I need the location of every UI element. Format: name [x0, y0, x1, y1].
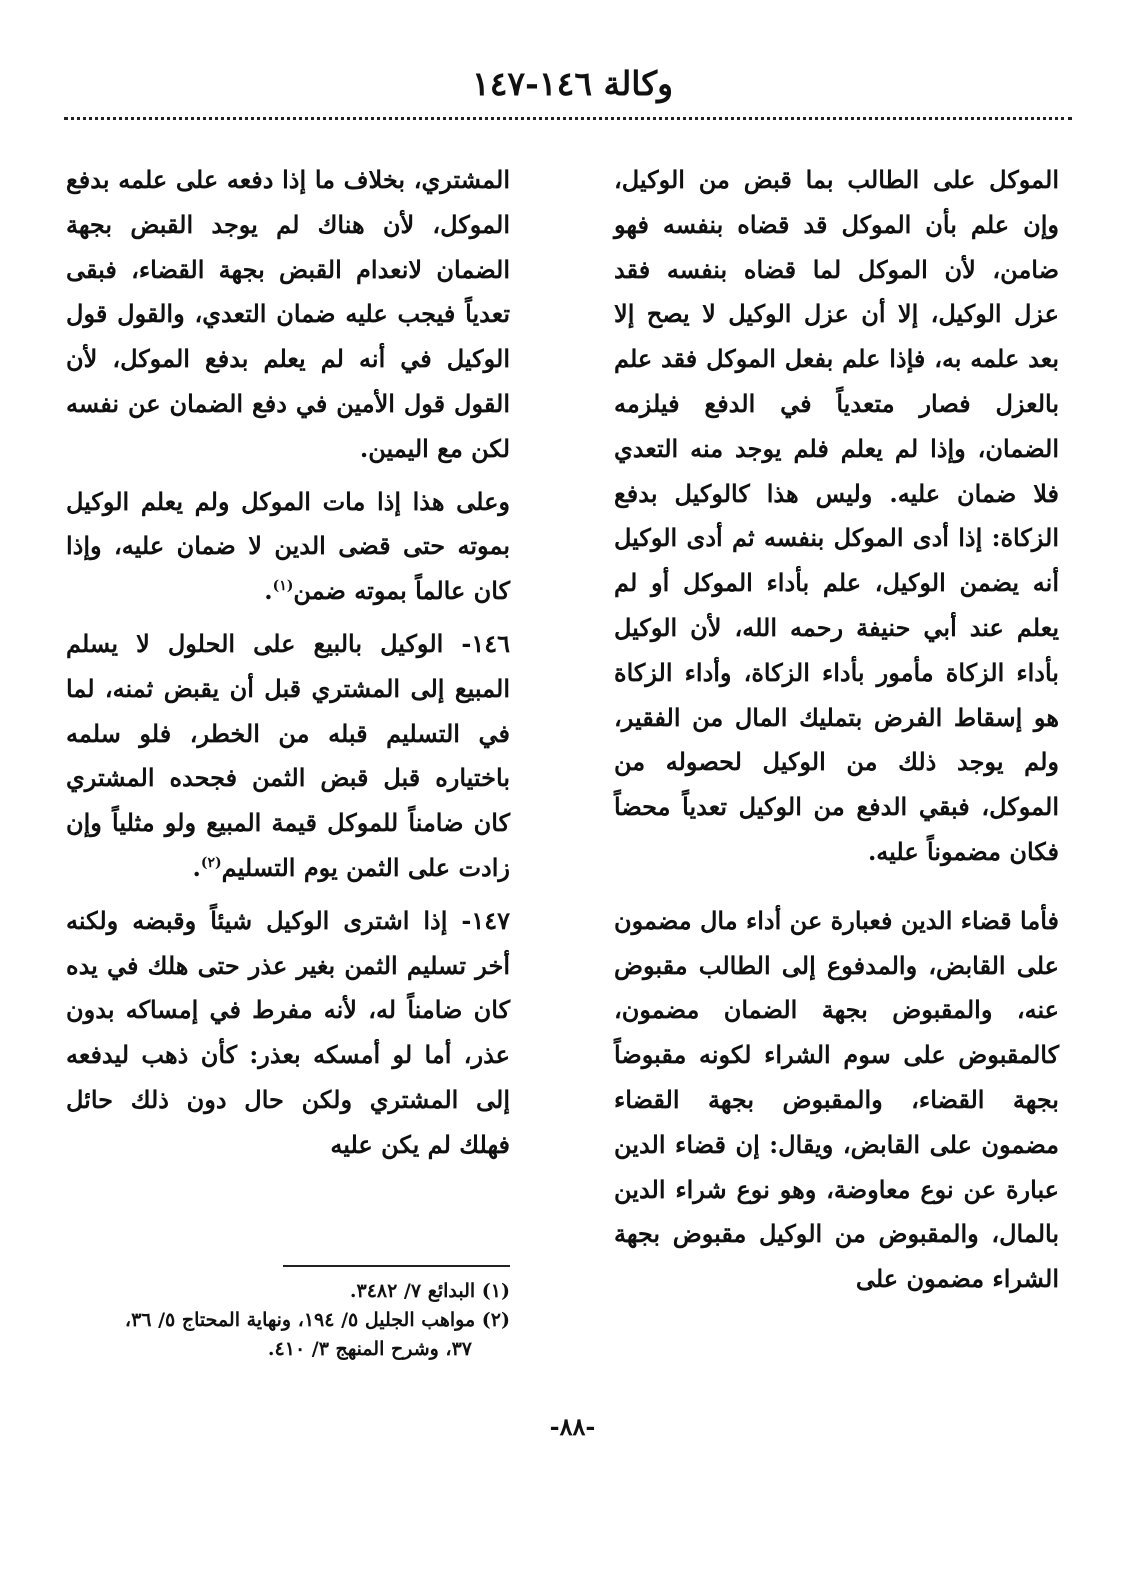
- left-paragraph-2: [66, 480, 510, 614]
- page-number: -٨٨-: [549, 1412, 596, 1441]
- paragraph-end: .: [192, 852, 201, 882]
- footnote-2-line-2: ٣٧، وشرح المنهج ٣/ ٤١٠.: [267, 1338, 472, 1360]
- left-paragraph-3: [66, 622, 510, 891]
- left-paragraph-4: ١٤٧- إذا اشترى الوكيل شيئاً وقبضه ولكنه أخر تسليم الثمن بغير عذر حتى هلك في يده كان ضامناً له، لأنه مفرط في إمساكه بدون عذر، أما لو أمسكه بعذر: كأن ذهب ليدفعه إلى المشتري ولكن حال دون ذلك حائل فهلك لم يكن عليه: [66, 905, 510, 1159]
- left-column: [66, 158, 510, 1168]
- right-paragraph-2: فأما قضاء الدين فعبارة عن أداء مال مضمون على القابض، والمدفوع إلى الطالب مقبوض عنه، والمقبوض بجهة الضمان مضمون، كالمقبوض على سوم الشراء لكونه مقبوضاً بجهة القضاء، والمقبوض بجهة القضاء مضمون على القابض، ويقال: إن قضاء الدين عبارة عن نوع معاوضة، وهو نوع شراء الدين بالمال، والمقبوض من الوكيل مقبوض بجهة الشراء مضمون على: [614, 905, 1059, 1294]
- footnotes: [66, 1277, 510, 1364]
- right-column: [614, 158, 1059, 1302]
- footnote-1: (١) البدائع ٧/ ٣٤٨٢.: [349, 1280, 510, 1302]
- footnote-2-line-1: (٢) مواهب الجليل ٥/ ١٩٤، ونهاية المحتاج ٥/ ٣٦،: [124, 1309, 510, 1331]
- page-title: وكالة ١٤٦-١٤٧: [471, 64, 673, 103]
- right-paragraph-1: الموكل على الطالب بما قبض من الوكيل، وإن علم بأن الموكل قد قضاه بنفسه فهو ضامن، لأن الموكل لما قضاه بنفسه فقد عزل الوكيل، إلا أن عزل الوكيل لا يصح إلا بعد علمه به، فإذا علم بفعل الموكل فقد علم بالعزل فصار متعدياً في الدفع فيلزمه الضمان، وإذا لم يعلم فلم يوجد منه التعدي فلا ضمان عليه. وليس هذا كالوكيل بدفع الزكاة: إذا أدى الموكل بنفسه ثم أدى الوكيل أنه يضمن الوكيل، علم بأداء الموكل أو لم يعلم عند أبي حنيفة رحمه الله، لأن الوكيل بأداء الزكاة مأمور بأداء الزكاة، وأداء الزكاة هو إسقاط الفرض بتمليك المال من الفقير، ولم يوجد ذلك من الوكيل لحصوله من الموكل، فبقي الدفع من الوكيل تعدياً محضاً فكان مضموناً عليه.: [614, 165, 1059, 866]
- paragraph-end: .: [264, 576, 273, 606]
- paragraph-text: ١٤٦- الوكيل بالبيع على الحلول لا يسلم المبيع إلى المشتري قبل أن يقبض ثمنه، لما في التسليم قبله من الخطر، فلو سلمه باختياره قبل قبض الثمن فجحده المشتري كان ضامناً للموكل قيمة المبيع ولو مثلياً وإن زادت على الثمن يوم التسليم: [66, 628, 510, 882]
- footnote-ref-2: (٢): [200, 854, 222, 871]
- left-paragraph-1: المشتري، بخلاف ما إذا دفعه على علمه بدفع الموكل، لأن هناك لم يوجد القبض بجهة الضمان لانعدام القبض بجهة القضاء، فبقى تعدياً فيجب عليه ضمان التعدي، والقول قول الوكيل في أنه لم يعلم بدفع الموكل، لأن القول قول الأمين في دفع الضمان عن نفسه لكن مع اليمين.: [66, 165, 510, 463]
- header-divider: [64, 117, 1072, 120]
- footnote-divider: [283, 1265, 510, 1267]
- footnote-ref-1: (١): [272, 578, 294, 595]
- paragraph-text: وعلى هذا إذا مات الموكل ولم يعلم الوكيل بموته حتى قضى الدين لا ضمان عليه، وإذا كان عالماً بموته ضمن: [66, 486, 510, 606]
